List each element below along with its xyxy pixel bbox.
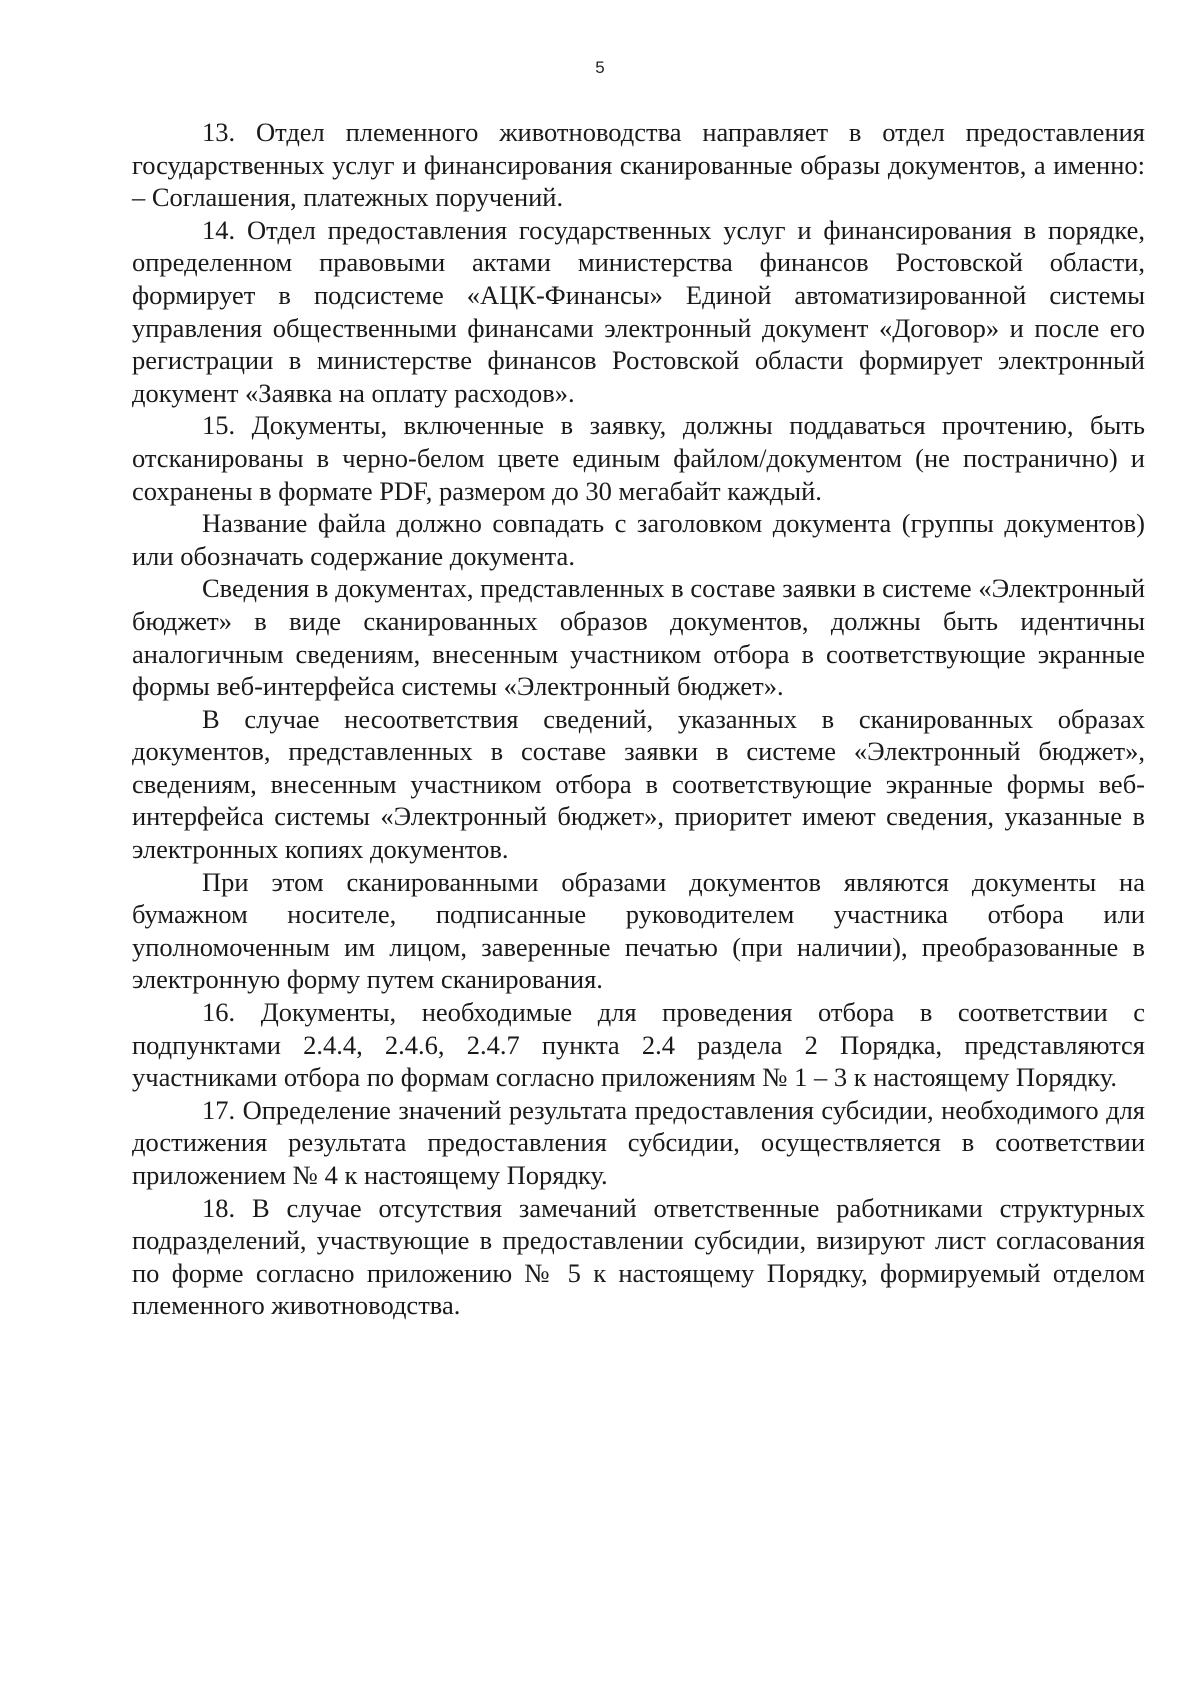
paragraph-scanned-images: При этом сканированными образами документов являются документы на бумажном носителе, подписанные руководителем участника отбора или уполномоченным им лицом, заверенные печатью (при наличии), преобразованные в электронную форму путем сканирования. [132, 866, 1145, 995]
paragraph-15: 15. Документы, включенные в заявку, должны поддаваться прочтению, быть отсканированы в черно-белом цвете единым файлом/документом (не постранично) и сохранены в формате PDF, размером до 30 мегабайт каждый. [132, 410, 1145, 506]
paragraph-18: 18. В случае отсутствия замечаний ответственные работниками структурных подразделений, участвующие в предоставлении субсидии, визируют лист согласования по форме согласно приложению № 5 к настоящему Порядку, формируемый отделом племенного животноводства. [132, 1192, 1145, 1321]
paragraph-16: 16. Документы, необходимые для проведения отбора в соответствии с подпунктами 2.4.4, 2.4.6, 2.4.7 пункта 2.4 раздела 2 Порядка, представляются участниками отбора по формам согласно приложениям № 1 – 3 к настоящему Порядку. [132, 997, 1145, 1093]
paragraph-14: 14. Отдел предоставления государственных услуг и финансирования в порядке, определенном правовыми актами министерства финансов Ростовской области, формирует в подсистеме «АЦК-Финансы» Единой автоматизированной системы управления общественными финансами электронный документ «Договор» и после его регистрации в министерстве финансов Ростовской области формирует электронный документ «Заявка на оплату расходов». [132, 214, 1145, 408]
paragraph-mismatch: В случае несоответствия сведений, указанных в сканированных образах документов, представленных в составе заявки в системе «Электронный бюджет», сведениям, внесенным участником отбора в соответствующие экранные формы веб-интерфейса системы «Электронный бюджет», приоритет имеют сведения, указанные в электронных копиях документов. [132, 703, 1145, 865]
document-body [132, 116, 1145, 1322]
paragraph-identical-info: Сведения в документах, представленных в составе заявки в системе «Электронный бюджет» в виде сканированных образов документов, должны быть идентичны аналогичным сведениям, внесенным участником отбора в соответствующие экранные формы веб-интерфейса системы «Электронный бюджет». [132, 573, 1145, 702]
paragraph-file-name: Название файла должно совпадать с заголовком документа (группы документов) или обозначать содержание документа. [132, 508, 1145, 571]
paragraph-17: 17. Определение значений результата предоставления субсидии, необходимого для достижения результата предоставления субсидии, осуществляется в соответствии приложением № 4 к настоящему Порядку. [132, 1094, 1145, 1190]
paragraph-13: 13. Отдел племенного животноводства направляет в отдел предоставления государственных услуг и финансирования сканированные образы документов, а именно: – Соглашения, платежных поручений. [132, 117, 1145, 213]
page-number: 5 [595, 58, 605, 77]
